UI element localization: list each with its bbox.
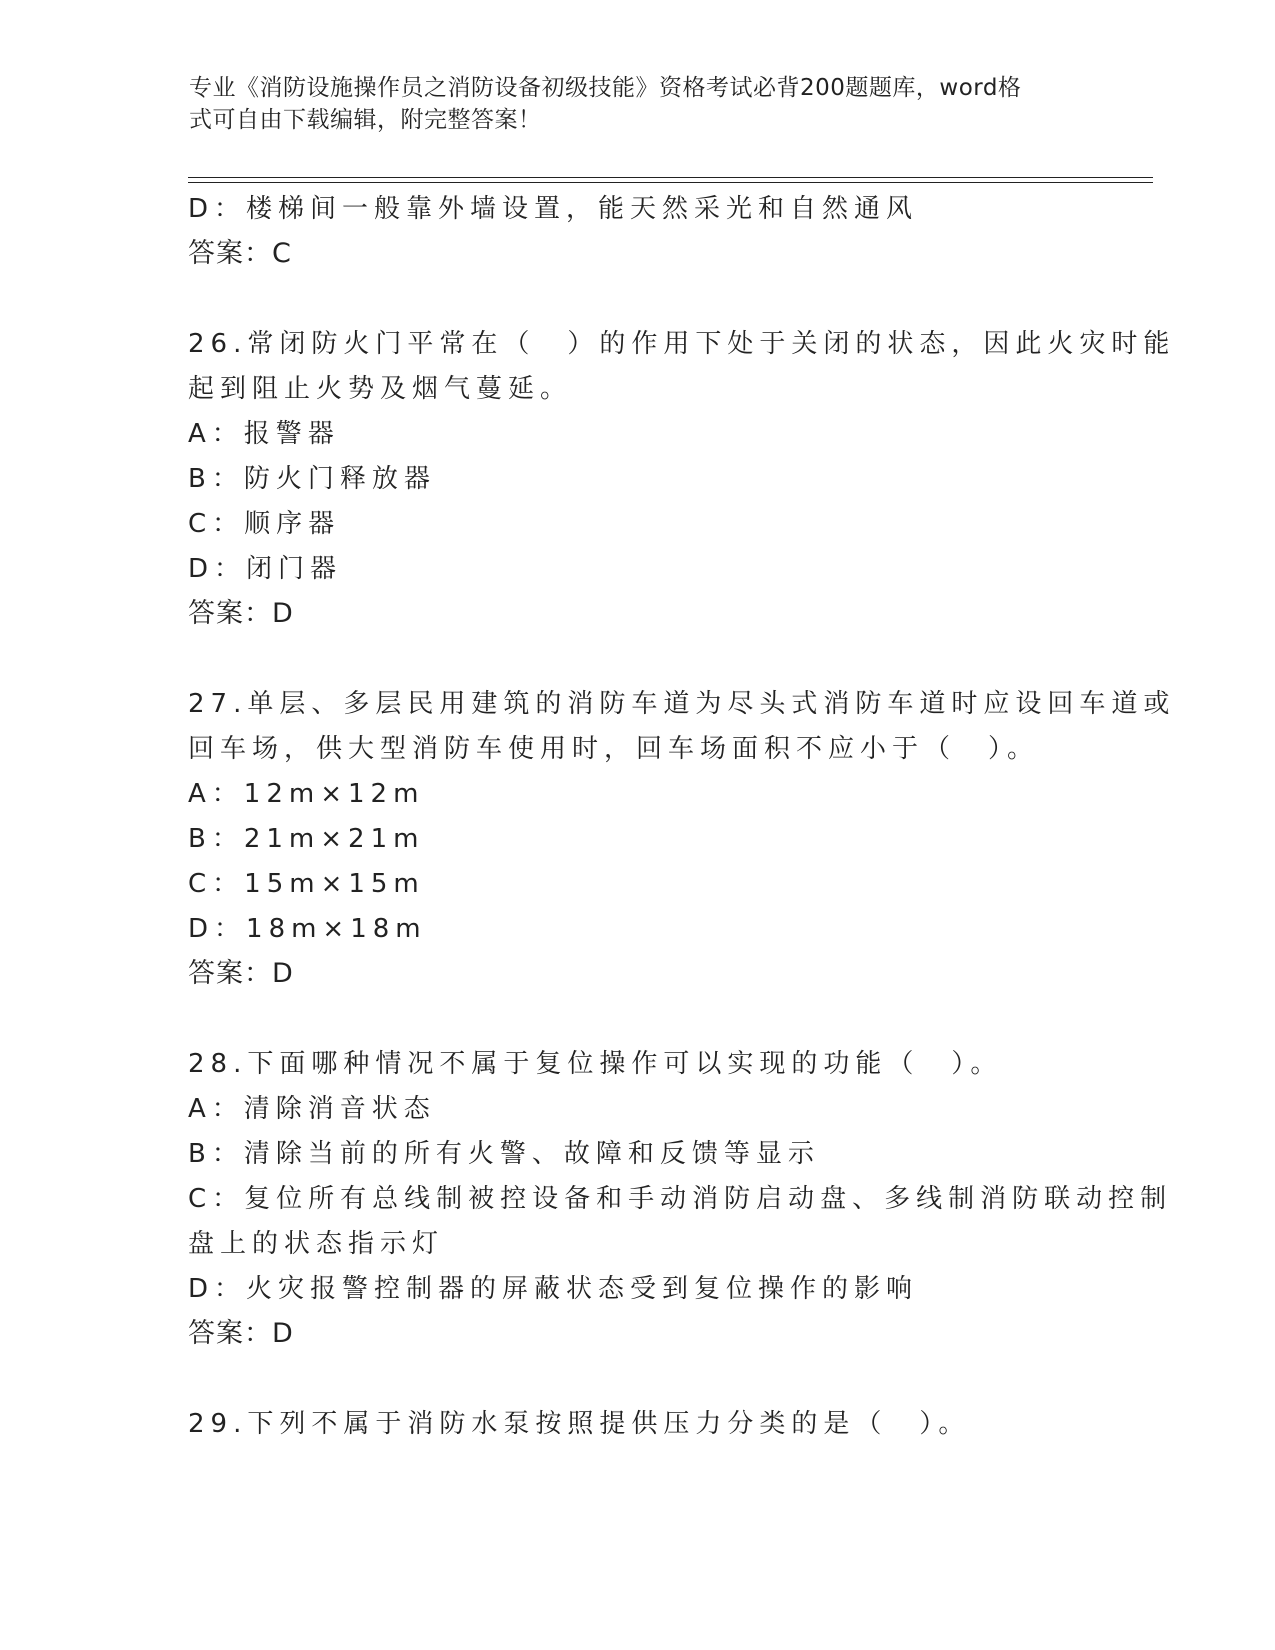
q26-option-d: D：闭门器 <box>188 554 343 584</box>
q28-answer: 答案：D <box>188 1318 294 1349</box>
q28-option-a: A：清除消音状态 <box>188 1094 436 1124</box>
header-line-2: 式可自由下载编辑，附完整答案！ <box>189 107 542 133</box>
q27-answer: 答案：D <box>188 958 294 989</box>
q26-option-b: B：防火门释放器 <box>188 464 436 494</box>
q26-stem-line-2: 起到阻止火势及烟气蔓延。 <box>188 374 573 404</box>
q27-stem-line-1: 27.单层、多层民用建筑的消防车道为尽头式消防车道时应设回车道或 <box>188 689 1176 719</box>
document-header <box>189 72 1069 136</box>
header-divider-bottom <box>188 182 1153 183</box>
q28-stem: 28.下面哪种情况不属于复位操作可以实现的功能（ ）。 <box>188 1049 1003 1079</box>
q26-option-c: C：顺序器 <box>188 509 341 539</box>
q29-stem: 29.下列不属于消防水泵按照提供压力分类的是（ ）。 <box>188 1409 971 1439</box>
q27-option-a: A：12m×12m <box>188 779 425 809</box>
q26-answer: 答案：D <box>188 598 294 629</box>
q26-stem-line-1: 26.常闭防火门平常在（ ）的作用下处于关闭的状态，因此火灾时能 <box>188 329 1176 359</box>
q28-option-d: D：火灾报警控制器的屏蔽状态受到复位操作的影响 <box>188 1274 919 1304</box>
q28-option-c-line-2: 盘上的状态指示灯 <box>188 1229 445 1259</box>
q27-option-b: B：21m×21m <box>188 824 425 854</box>
prev-answer: 答案：C <box>188 238 292 269</box>
header-divider-top <box>188 177 1153 178</box>
q28-option-b: B：清除当前的所有火警、故障和反馈等显示 <box>188 1139 820 1169</box>
q28-option-c-line-1: C：复位所有总线制被控设备和手动消防启动盘、多线制消防联动控制 <box>188 1184 1173 1214</box>
q26-option-a: A：报警器 <box>188 419 340 449</box>
q27-option-d: D：18m×18m <box>188 914 427 944</box>
q27-option-c: C：15m×15m <box>188 869 425 899</box>
prev-option-d: D：楼梯间一般靠外墙设置，能天然采光和自然通风 <box>188 194 919 224</box>
q27-stem-line-2: 回车场，供大型消防车使用时，回车场面积不应小于（ ）。 <box>188 734 1040 764</box>
header-line-1: 专业《消防设施操作员之消防设备初级技能》资格考试必背200题题库，word格 <box>189 75 1022 101</box>
